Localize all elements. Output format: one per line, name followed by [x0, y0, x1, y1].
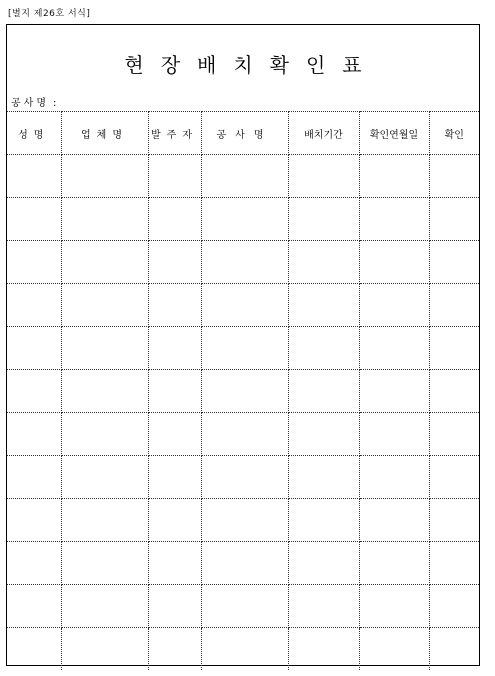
header-cell-client: 발주자 [148, 112, 201, 155]
header-row [7, 112, 479, 155]
cell-client[interactable] [148, 499, 201, 542]
table-row [7, 370, 479, 413]
table-row [7, 413, 479, 456]
cell-confirm-date[interactable] [359, 628, 429, 671]
cell-confirm[interactable] [429, 456, 479, 499]
table-row [7, 155, 479, 198]
cell-confirm[interactable] [429, 542, 479, 585]
cell-project[interactable] [201, 284, 288, 327]
cell-company[interactable] [61, 456, 148, 499]
cell-confirm-date[interactable] [359, 370, 429, 413]
cell-company[interactable] [61, 413, 148, 456]
cell-name[interactable] [7, 284, 61, 327]
cell-period[interactable] [288, 413, 359, 456]
cell-confirm[interactable] [429, 585, 479, 628]
cell-confirm-date[interactable] [359, 155, 429, 198]
cell-period[interactable] [288, 628, 359, 671]
cell-period[interactable] [288, 198, 359, 241]
cell-confirm-date[interactable] [359, 241, 429, 284]
cell-name[interactable] [7, 413, 61, 456]
cell-confirm[interactable] [429, 241, 479, 284]
cell-project[interactable] [201, 413, 288, 456]
table-row [7, 241, 479, 284]
cell-confirm-date[interactable] [359, 284, 429, 327]
cell-name[interactable] [7, 628, 61, 671]
cell-period[interactable] [288, 284, 359, 327]
cell-confirm[interactable] [429, 155, 479, 198]
cell-confirm-date[interactable] [359, 327, 429, 370]
cell-company[interactable] [61, 499, 148, 542]
assignment-table [7, 111, 479, 670]
cell-company[interactable] [61, 327, 148, 370]
cell-project[interactable] [201, 542, 288, 585]
cell-period[interactable] [288, 241, 359, 284]
cell-project[interactable] [201, 327, 288, 370]
cell-client[interactable] [148, 542, 201, 585]
cell-name[interactable] [7, 585, 61, 628]
cell-client[interactable] [148, 370, 201, 413]
cell-project[interactable] [201, 585, 288, 628]
cell-client[interactable] [148, 241, 201, 284]
table-row [7, 456, 479, 499]
project-name-row [11, 94, 56, 109]
cell-confirm[interactable] [429, 327, 479, 370]
cell-company[interactable] [61, 241, 148, 284]
table-row [7, 499, 479, 542]
cell-company[interactable] [61, 370, 148, 413]
project-name-label: 공사명 [11, 98, 49, 109]
cell-period[interactable] [288, 155, 359, 198]
cell-client[interactable] [148, 585, 201, 628]
table-body [7, 155, 479, 671]
cell-period[interactable] [288, 456, 359, 499]
cell-name[interactable] [7, 155, 61, 198]
cell-project[interactable] [201, 198, 288, 241]
cell-confirm[interactable] [429, 198, 479, 241]
cell-confirm-date[interactable] [359, 542, 429, 585]
form-frame [6, 24, 480, 666]
table-row [7, 284, 479, 327]
cell-client[interactable] [148, 155, 201, 198]
cell-project[interactable] [201, 628, 288, 671]
cell-company[interactable] [61, 155, 148, 198]
cell-client[interactable] [148, 327, 201, 370]
cell-confirm-date[interactable] [359, 499, 429, 542]
cell-company[interactable] [61, 198, 148, 241]
table-row [7, 628, 479, 671]
cell-project[interactable] [201, 155, 288, 198]
cell-client[interactable] [148, 456, 201, 499]
cell-confirm[interactable] [429, 284, 479, 327]
cell-period[interactable] [288, 542, 359, 585]
cell-project[interactable] [201, 456, 288, 499]
cell-period[interactable] [288, 370, 359, 413]
cell-name[interactable] [7, 327, 61, 370]
header-cell-name: 성명 [7, 112, 61, 155]
cell-project[interactable] [201, 499, 288, 542]
cell-client[interactable] [148, 413, 201, 456]
header-cell-period: 배치기간 [288, 112, 359, 155]
cell-client[interactable] [148, 198, 201, 241]
cell-confirm[interactable] [429, 413, 479, 456]
cell-name[interactable] [7, 542, 61, 585]
cell-client[interactable] [148, 628, 201, 671]
cell-company[interactable] [61, 585, 148, 628]
project-name-value: : [52, 98, 57, 109]
cell-client[interactable] [148, 284, 201, 327]
cell-company[interactable] [61, 628, 148, 671]
table-row [7, 198, 479, 241]
cell-period[interactable] [288, 585, 359, 628]
cell-name[interactable] [7, 198, 61, 241]
cell-company[interactable] [61, 284, 148, 327]
cell-confirm[interactable] [429, 370, 479, 413]
cell-name[interactable] [7, 241, 61, 284]
cell-project[interactable] [201, 370, 288, 413]
cell-name[interactable] [7, 456, 61, 499]
cell-confirm-date[interactable] [359, 456, 429, 499]
cell-name[interactable] [7, 370, 61, 413]
cell-period[interactable] [288, 499, 359, 542]
cell-confirm[interactable] [429, 628, 479, 671]
form-title: 현장배치확인표 [124, 53, 379, 77]
cell-period[interactable] [288, 327, 359, 370]
table-row [7, 542, 479, 585]
cell-confirm-date[interactable] [359, 585, 429, 628]
form-reference: [별지 제26호 서식] [8, 9, 91, 19]
table-row [7, 327, 479, 370]
table-row [7, 585, 479, 628]
header-cell-project: 공사명 [201, 112, 288, 155]
cell-company[interactable] [61, 542, 148, 585]
cell-confirm-date[interactable] [359, 198, 429, 241]
cell-project[interactable] [201, 241, 288, 284]
cell-confirm[interactable] [429, 499, 479, 542]
cell-confirm-date[interactable] [359, 413, 429, 456]
header-cell-company: 업체명 [61, 112, 148, 155]
cell-name[interactable] [7, 499, 61, 542]
header-cell-confirm-date: 확인연월일 [359, 112, 429, 155]
header-cell-confirm: 확인 [429, 112, 479, 155]
